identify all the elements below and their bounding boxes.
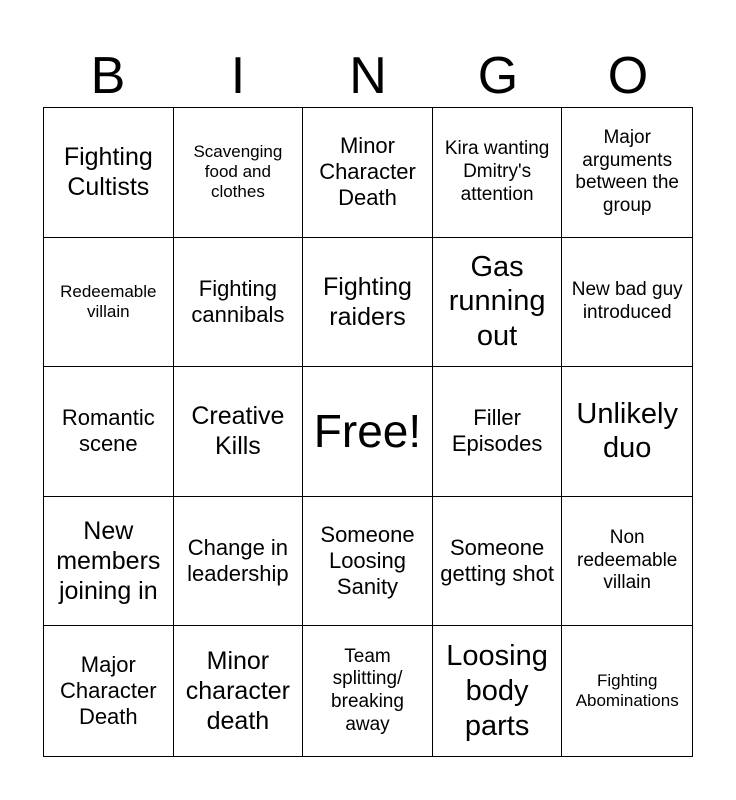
cell-text: Redeemable villain bbox=[60, 281, 157, 321]
cell-text: Kira wanting Dmitry's attention bbox=[444, 138, 550, 205]
bingo-board bbox=[43, 107, 693, 757]
cell-text: Major arguments between the group bbox=[575, 126, 679, 217]
cell-text: New members joining in bbox=[56, 517, 161, 606]
cell-text: Someone getting shot bbox=[440, 534, 554, 587]
bingo-cell[interactable] bbox=[174, 238, 304, 368]
bingo-cell[interactable] bbox=[562, 367, 692, 497]
bingo-cell[interactable] bbox=[44, 238, 174, 368]
bingo-cell[interactable] bbox=[562, 626, 692, 756]
cell-text: Non redeemable villain bbox=[577, 526, 678, 594]
cell-text: Fighting raiders bbox=[323, 272, 412, 331]
cell-text: Minor Character Death bbox=[319, 132, 416, 211]
cell-text: Gas running out bbox=[448, 250, 546, 353]
bingo-cell[interactable] bbox=[303, 497, 433, 627]
bingo-cell[interactable] bbox=[433, 367, 563, 497]
bingo-free-cell[interactable] bbox=[303, 367, 433, 497]
cell-text: Change in leadership bbox=[187, 534, 289, 587]
header-letter-g: G bbox=[477, 47, 519, 105]
bingo-cell[interactable] bbox=[44, 367, 174, 497]
cell-text: Creative Kills bbox=[191, 402, 285, 461]
bingo-cell[interactable] bbox=[44, 626, 174, 756]
header-letter-b: B bbox=[90, 47, 126, 105]
bingo-cell[interactable] bbox=[562, 497, 692, 627]
header-letter-n: N bbox=[349, 47, 387, 105]
bingo-cell[interactable] bbox=[303, 238, 433, 368]
bingo-cell[interactable] bbox=[562, 238, 692, 368]
bingo-cell[interactable] bbox=[433, 626, 563, 756]
cell-text: Free! bbox=[313, 404, 422, 457]
cell-text: Team splitting/ breaking away bbox=[331, 645, 404, 735]
cell-text: Romantic scene bbox=[61, 405, 155, 457]
bingo-cell[interactable] bbox=[174, 626, 304, 756]
cell-text: Someone Loosing Sanity bbox=[320, 521, 415, 600]
cell-text: Major Character Death bbox=[60, 651, 157, 730]
cell-text: Filler Episodes bbox=[451, 405, 543, 457]
cell-text: Scavenging food and clothes bbox=[193, 141, 283, 202]
cell-text: Fighting Cultists bbox=[63, 143, 153, 202]
header-letter-o: O bbox=[607, 47, 649, 105]
cell-text: Loosing body parts bbox=[446, 640, 548, 742]
bingo-cell[interactable] bbox=[44, 497, 174, 627]
cell-text: New bad guy introduced bbox=[571, 279, 683, 323]
bingo-cell[interactable] bbox=[562, 108, 692, 238]
cell-text: Unlikely duo bbox=[576, 397, 678, 465]
bingo-cell[interactable] bbox=[303, 108, 433, 238]
bingo-cell[interactable] bbox=[433, 108, 563, 238]
cell-text: Fighting Abominations bbox=[575, 670, 679, 711]
bingo-cell[interactable] bbox=[174, 497, 304, 627]
cell-text: Minor character death bbox=[185, 647, 290, 736]
bingo-cell[interactable] bbox=[433, 238, 563, 368]
header-letter-i: I bbox=[230, 47, 246, 105]
bingo-cell[interactable] bbox=[174, 108, 304, 238]
cell-text: Fighting cannibals bbox=[191, 275, 285, 327]
bingo-cell[interactable] bbox=[174, 367, 304, 497]
bingo-cell[interactable] bbox=[433, 497, 563, 627]
bingo-header bbox=[43, 44, 693, 108]
bingo-cell[interactable] bbox=[44, 108, 174, 238]
bingo-cell[interactable] bbox=[303, 626, 433, 756]
